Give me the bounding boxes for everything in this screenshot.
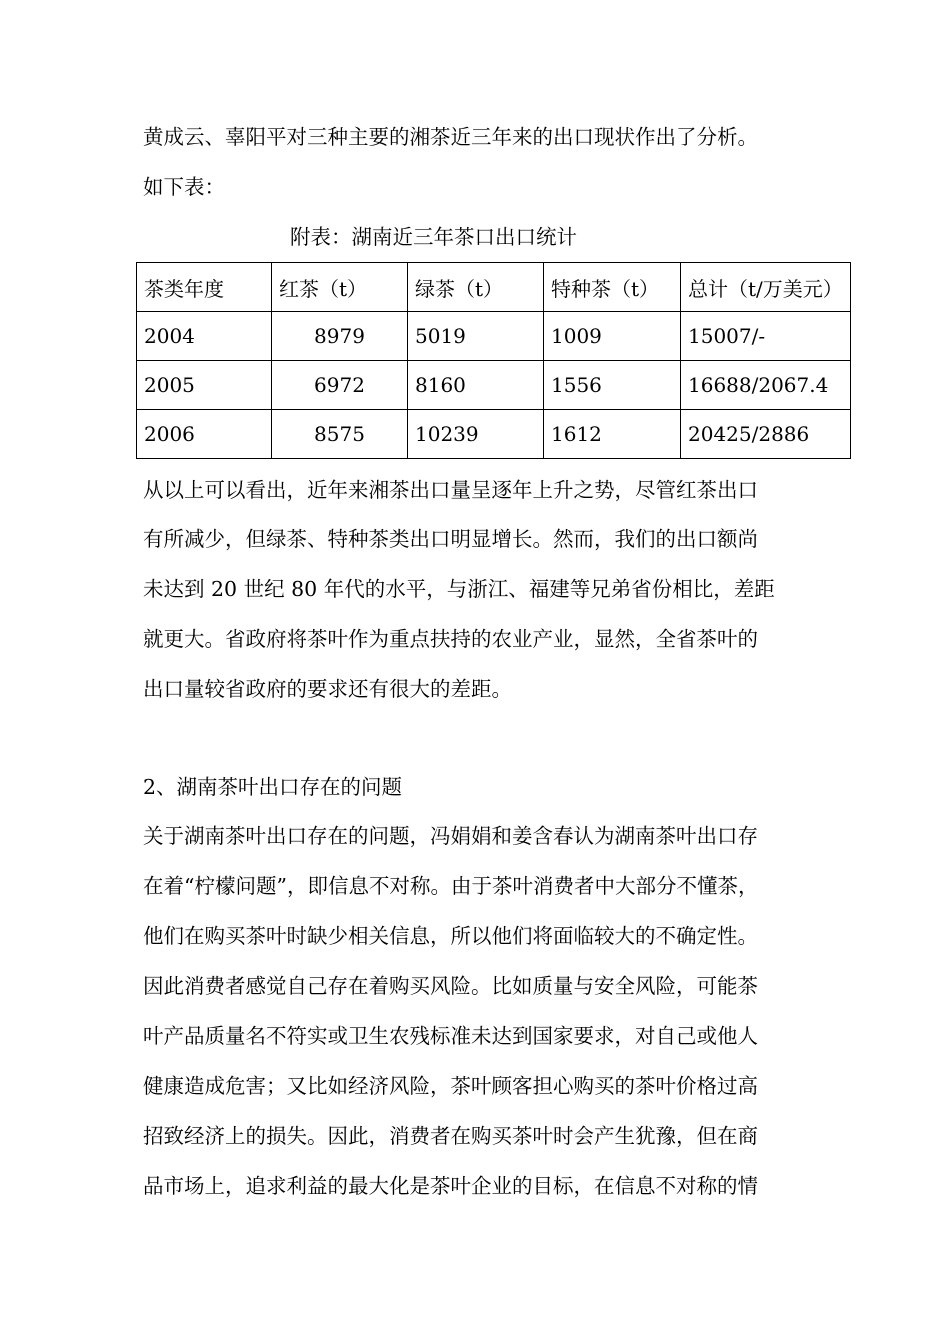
analysis-line-4: 就更大。省政府将茶叶作为重点扶持的农业产业，显然，全省茶叶的 [143, 627, 758, 651]
total-cell: 16688/2067.4 [681, 361, 851, 410]
total-cell: 20425/2886 [681, 410, 851, 459]
year-cell: 2004 [137, 312, 272, 361]
black-tea-cell: 8575 [272, 410, 408, 459]
section-line-6: 健康造成危害；又比如经济风险，茶叶顾客担心购买的茶叶价格过高 [143, 1074, 758, 1098]
table-row [137, 312, 851, 361]
analysis-line-3: 未达到 20 世纪 80 年代的水平，与浙江、福建等兄弟省份相比，差距 [143, 577, 775, 601]
black-tea-cell: 8979 [272, 312, 408, 361]
table-row [137, 410, 851, 459]
table-header-row [137, 263, 851, 312]
section-line-1: 关于湖南茶叶出口存在的问题，冯娟娟和姜含春认为湖南茶叶出口存 [143, 824, 758, 848]
special-tea-cell: 1009 [544, 312, 681, 361]
table-caption: 附表：湖南近三年茶口出口统计 [290, 225, 577, 249]
intro-line-2: 如下表： [143, 175, 225, 199]
analysis-line-5: 出口量较省政府的要求还有很大的差距。 [143, 677, 512, 701]
section-line-7: 招致经济上的损失。因此，消费者在购买茶叶时会产生犹豫，但在商 [143, 1124, 758, 1148]
export-stats-table [136, 262, 851, 459]
section-line-8: 品市场上，追求利益的最大化是茶叶企业的目标，在信息不对称的情 [143, 1174, 758, 1198]
header-cell-category: 茶类年度 [137, 263, 272, 312]
black-tea-cell: 6972 [272, 361, 408, 410]
section-line-4: 因此消费者感觉自己存在着购买风险。比如质量与安全风险，可能茶 [143, 974, 758, 998]
header-cell-green-tea: 绿茶（t） [408, 263, 544, 312]
year-cell: 2005 [137, 361, 272, 410]
analysis-line-1: 从以上可以看出，近年来湘茶出口量呈逐年上升之势，尽管红茶出口 [143, 478, 758, 502]
header-cell-black-tea: 红茶（t） [272, 263, 408, 312]
intro-line-1: 黄成云、辜阳平对三种主要的湘茶近三年来的出口现状作出了分析。 [143, 125, 758, 149]
header-cell-special-tea: 特种茶（t） [544, 263, 681, 312]
section-line-2: 在着“柠檬问题”，即信息不对称。由于茶叶消费者中大部分不懂茶， [143, 874, 759, 898]
green-tea-cell: 10239 [408, 410, 544, 459]
year-cell: 2006 [137, 410, 272, 459]
table-row [137, 361, 851, 410]
header-cell-total: 总计（t/万美元） [681, 263, 851, 312]
analysis-line-2: 有所减少，但绿茶、特种茶类出口明显增长。然而，我们的出口额尚 [143, 527, 758, 551]
section-line-5: 叶产品质量名不符实或卫生农残标准未达到国家要求，对自己或他人 [143, 1024, 758, 1048]
special-tea-cell: 1556 [544, 361, 681, 410]
section-line-3: 他们在购买茶叶时缺少相关信息，所以他们将面临较大的不确定性。 [143, 924, 758, 948]
green-tea-cell: 8160 [408, 361, 544, 410]
special-tea-cell: 1612 [544, 410, 681, 459]
total-cell: 15007/- [681, 312, 851, 361]
section-heading: 2、湖南茶叶出口存在的问题 [143, 775, 403, 799]
green-tea-cell: 5019 [408, 312, 544, 361]
